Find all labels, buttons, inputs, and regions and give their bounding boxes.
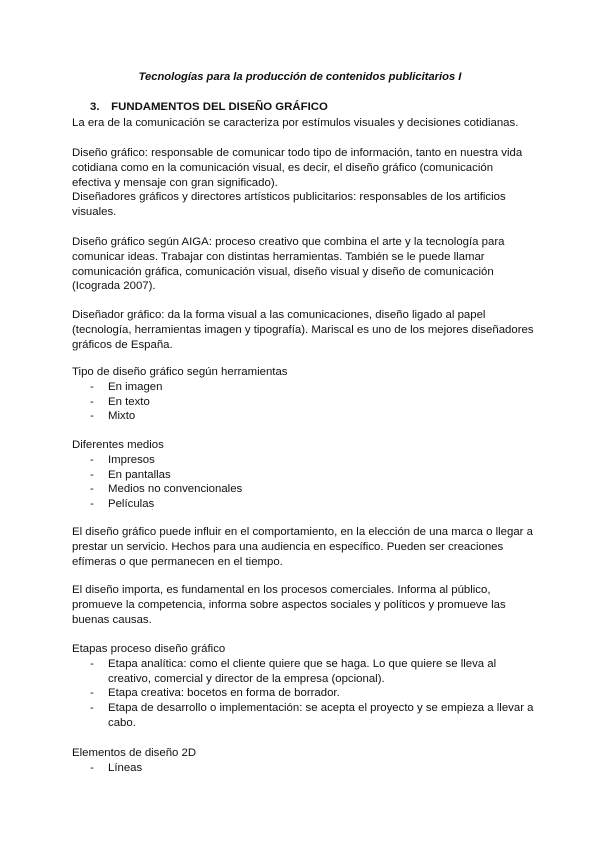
- list-item-text: En pantallas: [108, 468, 171, 481]
- medios-list: [72, 453, 534, 512]
- definition-paragraph: [72, 146, 534, 220]
- etapas-section: [72, 642, 534, 731]
- dash-bullet: -: [90, 702, 94, 715]
- influir-paragraph: [72, 525, 534, 569]
- list-item-text: En imagen: [108, 380, 163, 393]
- list-item-text: Líneas: [108, 761, 143, 774]
- dash-bullet: -: [90, 483, 94, 496]
- definition-text: Diseño gráfico: responsable de comunicar todo tipo de información, tanto en nuestra vida cotidiana como en la comunicación visual, es decir, el diseño gráfico (comunicación efectiva y mensaje con gran significado).: [72, 147, 523, 189]
- aiga-text: Diseño gráfico según AIGA: proceso creativo que combina el arte y la tecnología para comunicar ideas. Trabajar con distintas herramientas. También se le puede llamar comunicación gráfica, comunicación visual, diseño visual y diseño de comunicación (Icograda 2007).: [72, 236, 505, 293]
- etapas-list: [72, 657, 534, 731]
- intro-paragraph: [72, 116, 534, 131]
- list-item-text: Impresos: [108, 453, 155, 466]
- list-item-text: Etapa de desarrollo o implementación: se acepta el proyecto y se empieza a llevar a cabo.: [108, 702, 534, 729]
- dash-bullet: -: [90, 380, 94, 393]
- list-item: [72, 453, 534, 468]
- dash-bullet: -: [90, 498, 94, 511]
- elementos-list: [72, 761, 534, 776]
- dash-bullet: -: [90, 687, 94, 700]
- elementos-section: [72, 746, 534, 776]
- list-item: [72, 380, 534, 395]
- etapas-title: Etapas proceso diseño gráfico: [72, 643, 226, 655]
- list-item: [72, 497, 534, 512]
- medios-section: [72, 438, 534, 512]
- list-item-text: Mixto: [108, 410, 136, 423]
- dash-bullet: -: [90, 410, 94, 423]
- list-item-text: Películas: [108, 498, 155, 511]
- dash-bullet: -: [90, 657, 94, 670]
- medios-title: Diferentes medios: [72, 439, 164, 451]
- list-item: [72, 686, 534, 701]
- page-header: Tecnologías para la producción de contenidos publicitarios I: [138, 71, 462, 83]
- tipos-section: [72, 365, 534, 424]
- section-number: 3.: [90, 101, 100, 113]
- aiga-paragraph: [72, 235, 534, 294]
- dash-bullet: -: [90, 395, 94, 408]
- importa-text: El diseño importa, es fundamental en los procesos comerciales. Informa al público, promueve la competencia, informa sobre aspectos sociales y políticos y promueve las buenas causas.: [72, 584, 506, 626]
- list-item-text: Etapa analítica: como el cliente quiere que se haga. Lo que quiere se lleva al creativo, comercial y director de la empresa (opcional).: [108, 657, 497, 685]
- tipos-list: [72, 380, 534, 424]
- list-item: [72, 482, 534, 497]
- list-item-text: Etapa creativa: bocetos en forma de borrador.: [108, 687, 340, 700]
- section-heading: [90, 100, 328, 115]
- tipos-title: Tipo de diseño gráfico según herramientas: [72, 366, 288, 378]
- list-item-text: Medios no convencionales: [108, 483, 243, 496]
- influir-text: El diseño gráfico puede influir en el comportamiento, en la elección de una marca o llegar a prestar un servicio. Hechos para una audiencia en específico. Pueden ser creaciones efímeras o que permanecen en el tiempo.: [72, 526, 533, 568]
- list-item: [72, 657, 534, 687]
- designer-text: Diseñador gráfico: da la forma visual a las comunicaciones, diseño ligado al papel (tecnología, herramientas imagen y tipografía). Mariscal es uno de los mejores diseñadores gráficos de España.: [72, 309, 534, 351]
- dash-bullet: -: [90, 468, 94, 481]
- list-item: [72, 761, 534, 776]
- section-title: FUNDAMENTOS DEL DISEÑO GRÁFICO: [111, 101, 328, 113]
- importa-paragraph: [72, 583, 534, 627]
- list-item-text: En texto: [108, 395, 150, 408]
- list-item: [72, 701, 534, 731]
- elementos-title: Elementos de diseño 2D: [72, 747, 197, 759]
- intro-text: La era de la comunicación se caracteriza por estímulos visuales y decisiones cotidianas.: [72, 117, 519, 129]
- designer-paragraph: [72, 308, 534, 352]
- dash-bullet: -: [90, 761, 94, 774]
- list-item: [72, 395, 534, 410]
- list-item: [72, 409, 534, 424]
- list-item: [72, 468, 534, 483]
- dash-bullet: -: [90, 453, 94, 466]
- designers-text: Diseñadores gráficos y directores artísticos publicitarios: responsables de los artificios visuales.: [72, 191, 506, 219]
